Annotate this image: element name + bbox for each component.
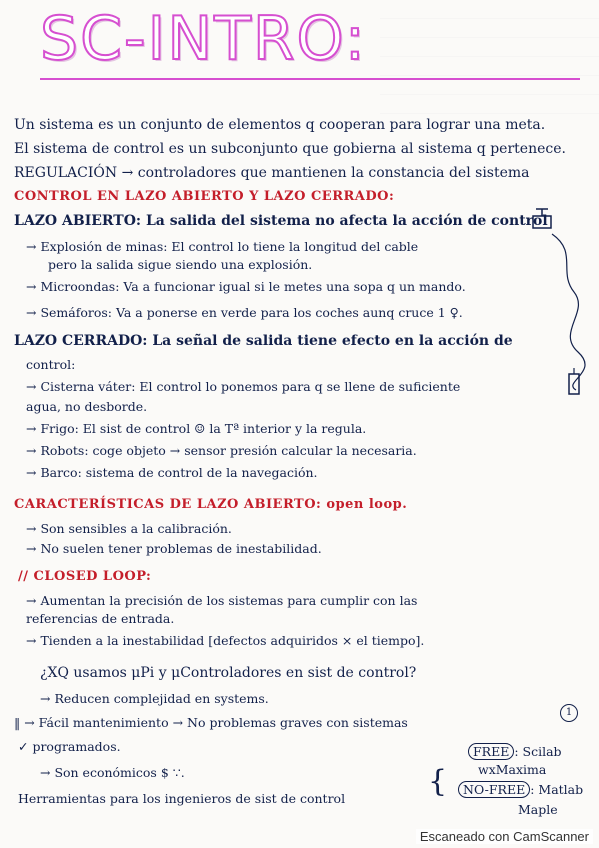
scanner-watermark: Escaneado con CamScanner [416, 829, 593, 844]
section-heading-open-loop-traits: CARACTERÍSTICAS DE LAZO ABIERTO: open loop. [14, 497, 408, 512]
closed-loop-trait-1-cont: referencias de entrada. [26, 611, 175, 626]
traffic-light-example: → Semáforos: Va a ponerse en verde para los coches aunq cruce 1 ♀. [26, 305, 463, 320]
toilet-example-cont: agua, no desborde. [26, 399, 148, 414]
title-underline [40, 78, 580, 80]
open-loop-trait-2: → No suelen tener problemas de inestabilidad. [26, 541, 322, 556]
closed-loop-trait-1: → Aumentan la precisión de los sistemas para cumplir con las [26, 593, 418, 608]
nofree-badge: NO-FREE [458, 781, 530, 798]
fridge-example: → Frigo: El sist de control ☺ la Tª interior y la regula. [26, 421, 367, 436]
answer-3: → Son económicos $ ∵. [40, 765, 185, 780]
closed-loop-trait-2: → Tienden a la inestabilidad [defectos adquiridos × el tiempo]. [26, 633, 425, 648]
tool-wxmaxima: wxMaxima [478, 762, 547, 777]
boat-example: → Barco: sistema de control de la navegación. [26, 465, 318, 480]
answer-1: → Reducen complejidad en systems. [40, 691, 269, 706]
section-heading-control: CONTROL EN LAZO ABIERTO Y LAZO CERRADO: [14, 189, 395, 204]
mine-example: → Explosión de minas: El control lo tiene la longitud del cable [26, 239, 419, 254]
bleed-through-text [380, 0, 599, 120]
definition-line-2: El sistema de control es un subconjunto que gobierna al sistema q pertenece. [14, 141, 566, 157]
detonator-icon [528, 206, 556, 232]
page-number: 1 [560, 704, 578, 722]
toilet-example: → Cisterna váter: El control lo ponemos para q se llene de suficiente [26, 379, 461, 394]
section-heading-closed-loop: // CLOSED LOOP: [18, 569, 152, 584]
answer-2-cont: ✓ programados. [18, 739, 121, 754]
closed-loop-definition-cont: control: [26, 357, 76, 372]
microwave-example: → Microondas: Va a funcionar igual si le metes una sopa q un mando. [26, 279, 466, 294]
robots-example: → Robots: coge objeto → sensor presión calcular la necesaria. [26, 443, 417, 458]
microcontroller-question: ¿XQ usamos μPi y μControladores en sist de control? [40, 665, 417, 681]
tool-matlab: Matlab [538, 782, 584, 797]
tool-maple: Maple [518, 802, 558, 817]
mine-example-cont: pero la salida sigue siendo una explosión. [48, 257, 313, 272]
open-loop-trait-1: → Son sensibles a la calibración. [26, 521, 232, 536]
regulation-line: REGULACIÓN → controladores que mantienen la constancia del sistema [14, 165, 530, 181]
dynamite-icon [566, 368, 582, 396]
brace-icon: { [428, 764, 448, 799]
tools-list: FREE : Scilab wxMaxima NO-FREE : Matlab Maple [448, 740, 598, 820]
closed-loop-definition: LAZO CERRADO: La señal de salida tiene efecto en la acción de [14, 333, 513, 349]
tools-line: Herramientas para los ingenieros de sist de control [18, 791, 346, 806]
answer-2: ‖ → Fácil mantenimiento → No problemas graves con sistemas [14, 715, 408, 730]
free-badge: FREE [468, 743, 514, 760]
tool-scilab: Scilab [522, 744, 562, 759]
page-title: SC-INTRO: [40, 4, 367, 74]
open-loop-definition: LAZO ABIERTO: La salida del sistema no afecta la acción de control [14, 213, 548, 229]
definition-line-1: Un sistema es un conjunto de elementos q cooperan para lograr una meta. [14, 117, 546, 133]
